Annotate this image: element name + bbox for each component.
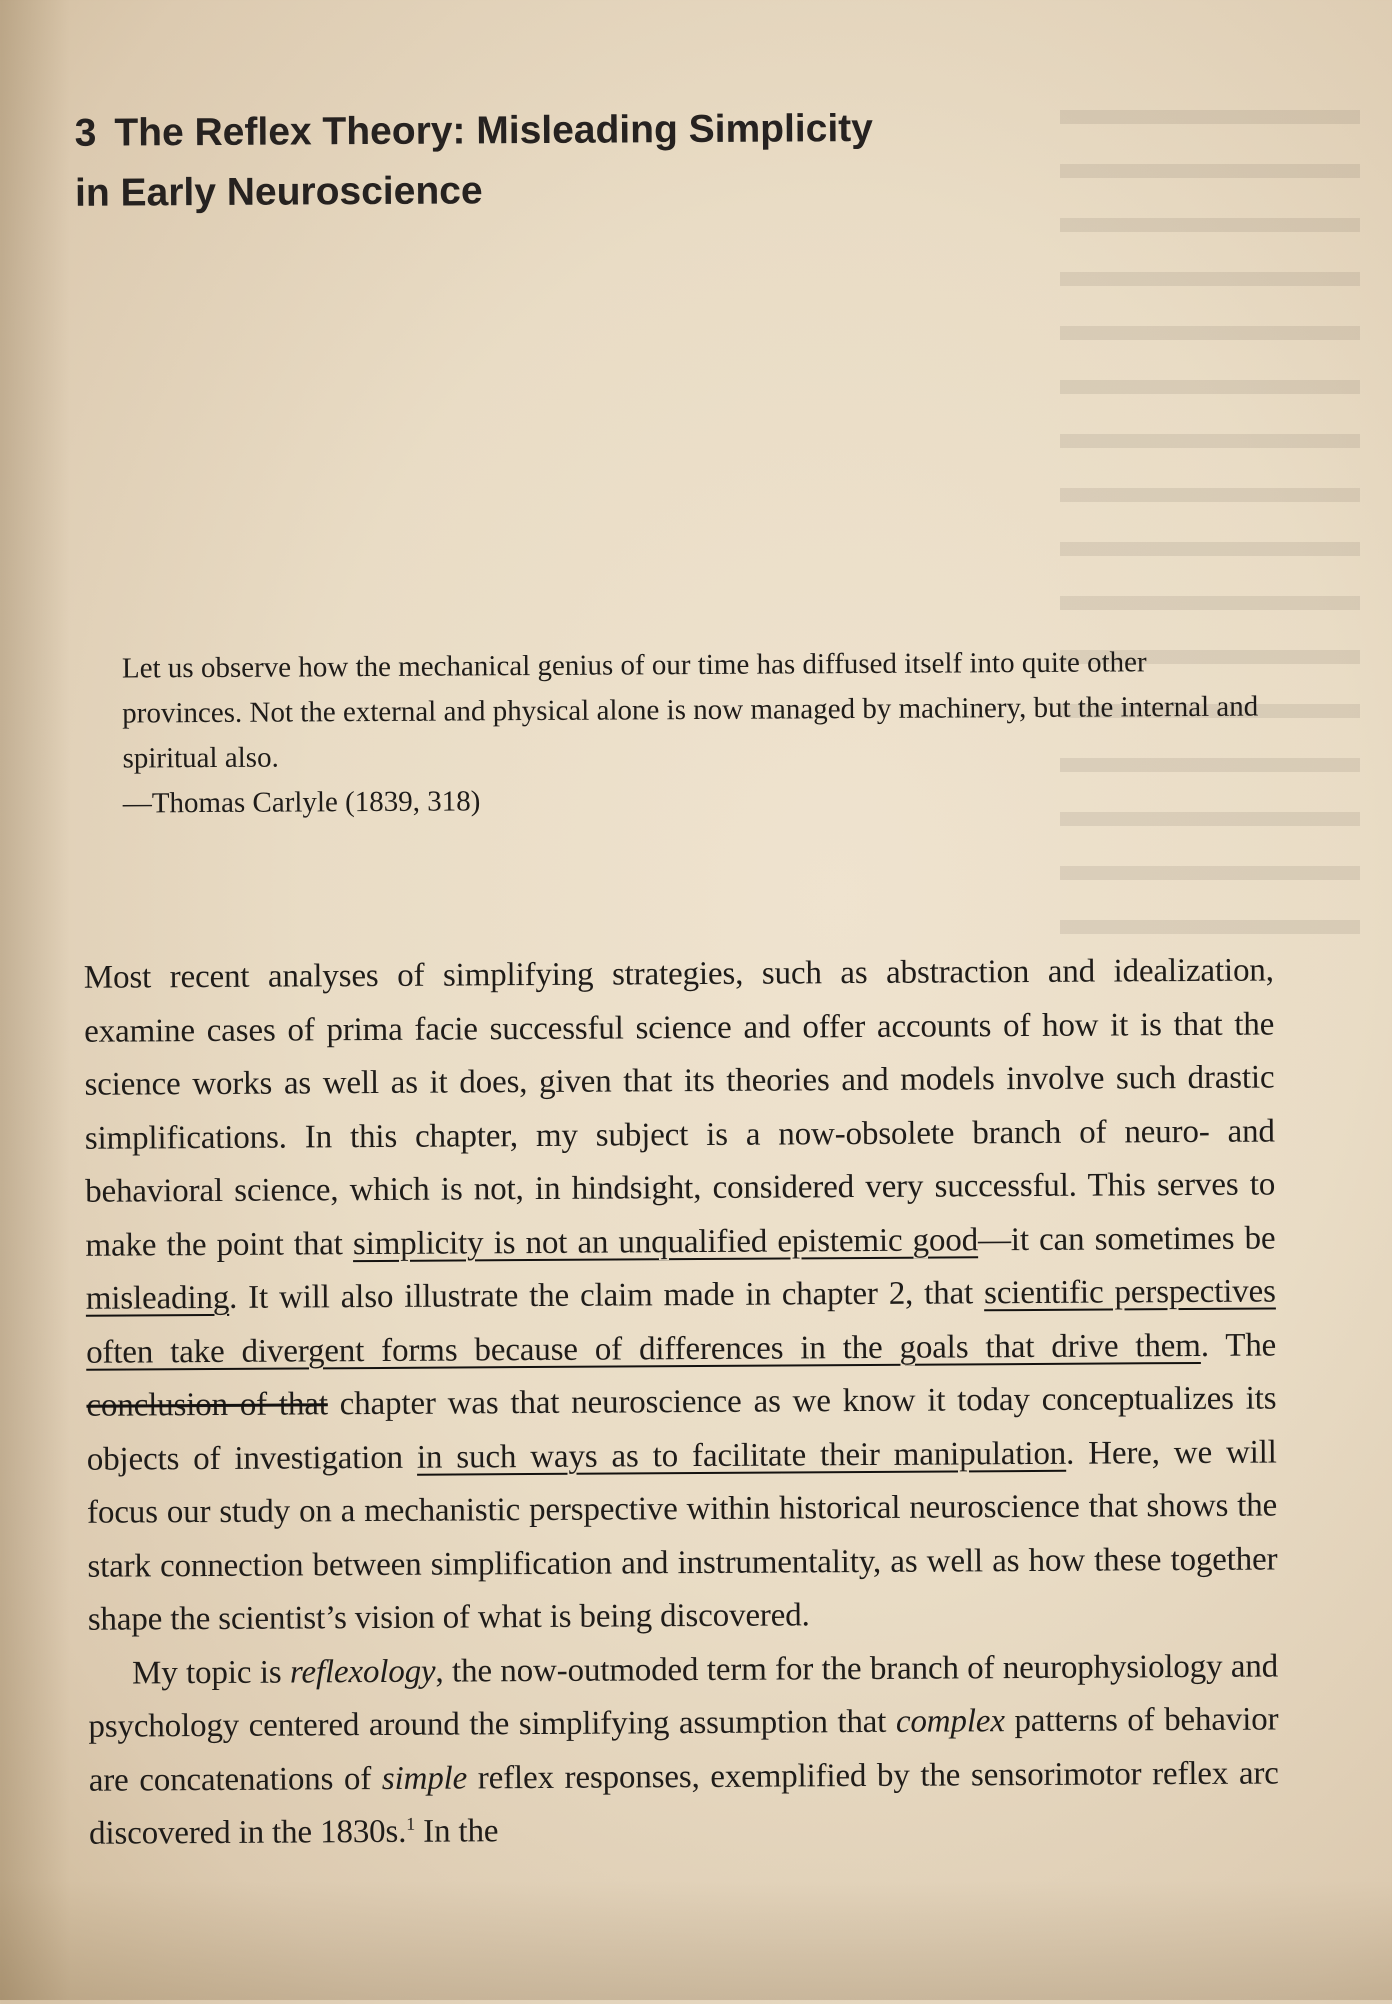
underlined-phrase: misleading — [85, 1279, 230, 1317]
footnote-marker: 1 — [406, 1813, 416, 1834]
text-run: . Here, we will focus our study on a mechanistic perspective within historical neuroscience that shows the stark connection between simplification and instrumentality, as well as how these together shape the scientist’s vision of what is being discovered. — [87, 1433, 1278, 1638]
italic-term: simple — [381, 1759, 468, 1797]
paragraph-2 — [88, 1640, 1279, 1861]
text-run: . It will also illustrate the claim made in chapter 2, that — [229, 1275, 985, 1316]
text-run: Most recent analyses of simplifying strategies, such as abstraction and idealization, examine cases of prima facie successful science and offer accounts of how it is that the science works as well as it does, given that its theories and models involve such drastic simplifications. In this chapter, my subject is a now-obsolete branch of neuro- and behavioral science, which is not, in hindsight, considered very successful. This serves to make the point that — [83, 952, 1276, 1264]
underlined-phrase: scientific perspectives often take divergent forms because of differences in the goals that drive them — [86, 1273, 1276, 1371]
paragraph-1 — [84, 944, 1278, 1647]
epigraph — [122, 640, 1273, 827]
text-run: chapter was that neuroscience as we know it today conceptualizes its objects of investigation — [86, 1380, 1277, 1478]
underlined-phrase: in such ways as to facilitate their manipulation — [416, 1435, 1067, 1476]
chapter-title-line-2: in Early Neuroscience — [74, 169, 483, 215]
underlined-phrase: simplicity is not an unqualified epistemic good — [352, 1221, 979, 1262]
text-run: In the — [414, 1813, 499, 1850]
chapter-title-line-1: The Reflex Theory: Misleading Simplicity — [114, 106, 874, 155]
text-run: , the now-outmoded term for the branch of neurophysiology and psychology centered around the simplifying assumption that — [88, 1647, 1279, 1745]
italic-term: reflexology — [289, 1653, 436, 1691]
text-run: —it can sometimes be — [977, 1219, 1276, 1258]
text-run: . The — [1200, 1326, 1277, 1364]
text-run: patterns of behavior are concatenations of — [88, 1701, 1279, 1799]
text-run: reflex responses, exemplified by the sensorimotor reflex arc discovered in the 1830s. — [88, 1754, 1279, 1852]
italic-term: complex — [895, 1703, 1005, 1740]
body-text — [84, 944, 1280, 1861]
chapter-heading — [75, 98, 976, 223]
epigraph-quote: Let us observe how the mechanical genius of our time has diffused itself into quite other provinces. Not the external and physical alone is now managed by machinery, but the internal and spiritual also. — [121, 646, 1259, 775]
text-run: My topic is — [131, 1654, 291, 1691]
epigraph-attribution: —Thomas Carlyle (1839, 318) — [122, 785, 481, 820]
chapter-number: 3 — [74, 111, 97, 155]
struck-through-phrase: conclusion of that — [86, 1386, 328, 1424]
